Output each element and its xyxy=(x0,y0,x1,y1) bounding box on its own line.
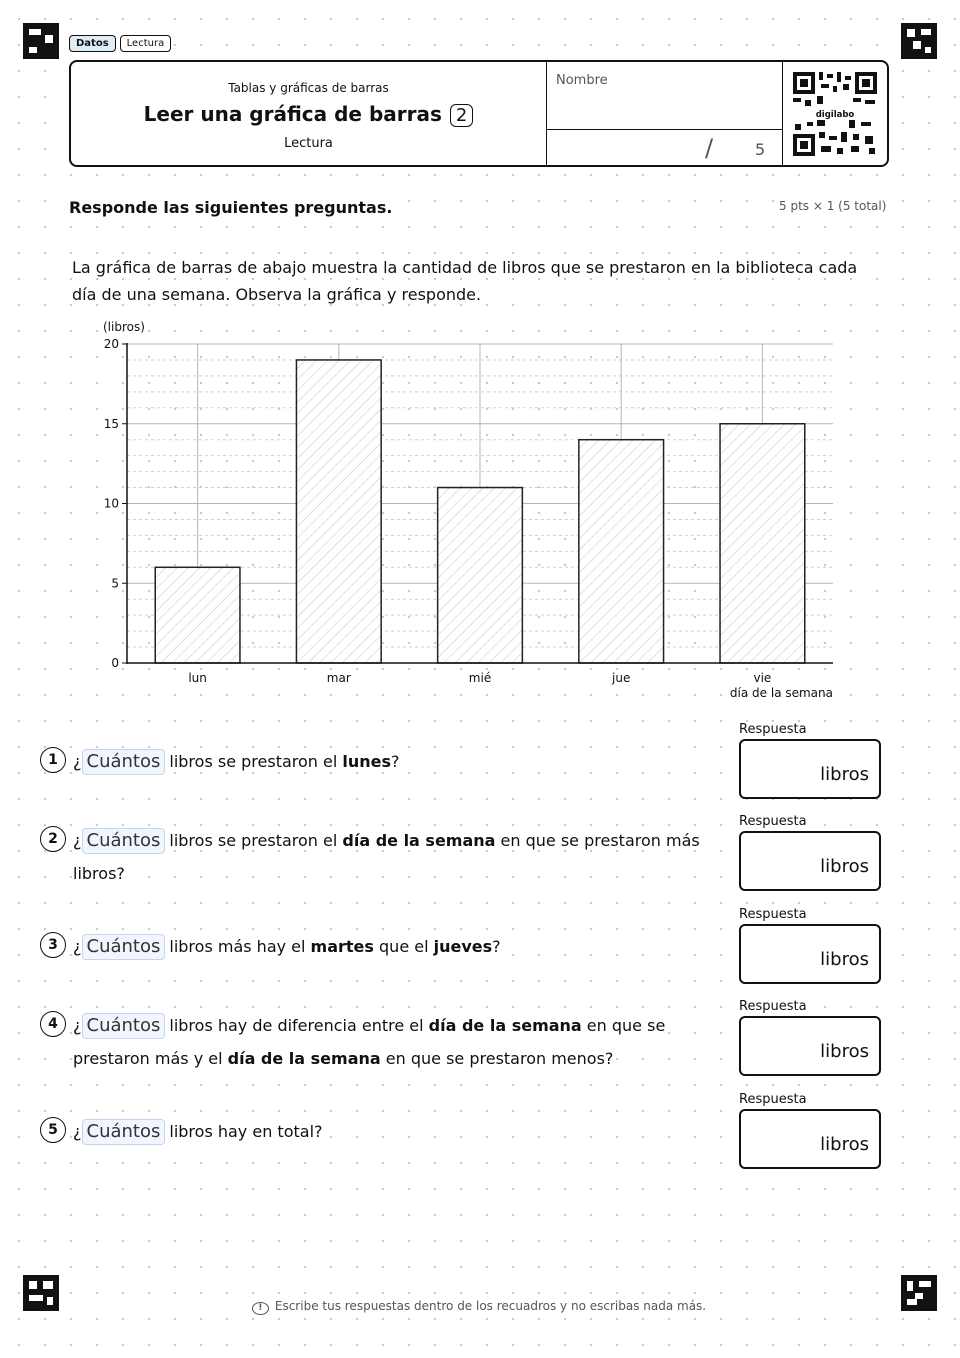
name-label: Nombre xyxy=(556,73,608,88)
answer-label-4: Respuesta xyxy=(739,999,807,1014)
page-title xyxy=(71,102,546,127)
page-title-text: Leer una gráfica de barras xyxy=(143,102,442,126)
bold-term: jueves xyxy=(433,937,493,956)
question-text-4 xyxy=(73,1009,720,1075)
question-number-2: 2 xyxy=(40,826,66,852)
bold-term: lunes xyxy=(342,752,392,771)
x-tick-label: mié xyxy=(468,671,492,685)
answer-unit-5: libros xyxy=(820,1134,869,1155)
question-number-1: 1 xyxy=(40,747,66,773)
question-number-5: 5 xyxy=(40,1117,66,1143)
x-tick-label: jue xyxy=(612,671,631,685)
question-text-part: en que se prestaron menos? xyxy=(380,1049,614,1068)
question-2 xyxy=(40,824,720,890)
question-text-part: ¿ xyxy=(73,1122,82,1141)
bar-chart xyxy=(90,315,850,710)
question-text-part: libros se prestaron el xyxy=(169,831,343,850)
question-1 xyxy=(40,745,720,778)
answer-unit-3: libros xyxy=(820,949,869,970)
answer-box-4[interactable] xyxy=(739,1016,881,1076)
question-text-part: que el xyxy=(373,937,434,956)
question-number-3: 3 xyxy=(40,932,66,958)
footer-note xyxy=(0,1299,960,1315)
y-tick-label: 20 xyxy=(103,337,119,351)
question-text-part: en que se prestaron más y el xyxy=(73,1016,666,1068)
answer-label-5: Respuesta xyxy=(739,1092,807,1107)
question-text-part: ? xyxy=(391,752,400,771)
keyword-highlight: Cuántos xyxy=(82,1013,166,1039)
y-tick-label: 15 xyxy=(103,416,119,431)
worksheet-number: 2 xyxy=(450,104,473,127)
question-text-part: ¿ xyxy=(73,937,82,956)
bar-lun xyxy=(155,567,240,663)
bold-term: día de la semana xyxy=(342,831,496,850)
keyword-highlight: Cuántos xyxy=(82,934,166,960)
question-text-3 xyxy=(73,930,720,963)
points-info: 5 pts × 1 (5 total) xyxy=(779,199,887,213)
keyword-highlight: Cuántos xyxy=(82,1119,166,1145)
answer-label-1: Respuesta xyxy=(739,722,807,737)
header-caption: Lectura xyxy=(284,136,333,151)
name-score-area xyxy=(546,62,783,165)
question-text-part: libros hay en total? xyxy=(169,1122,323,1141)
bar xyxy=(155,567,240,663)
bar xyxy=(296,360,381,663)
x-tick-label: mar xyxy=(326,671,351,685)
bar-jue xyxy=(579,440,664,663)
tag-list xyxy=(69,35,171,52)
bold-term: martes xyxy=(310,937,374,956)
question-text-part: libros más hay el xyxy=(169,937,311,956)
instruction-text: Responde las siguientes preguntas. xyxy=(69,198,393,217)
answer-box-3[interactable] xyxy=(739,924,881,984)
question-text-part: ? xyxy=(492,937,501,956)
y-tick-label: 5 xyxy=(111,576,119,591)
intro-paragraph xyxy=(72,254,872,308)
answer-box-2[interactable] xyxy=(739,831,881,891)
answer-label-3: Respuesta xyxy=(739,907,807,922)
question-text-part: ¿ xyxy=(73,752,82,771)
tag-lectura: Lectura xyxy=(120,35,172,52)
bold-term: día de la semana xyxy=(428,1016,582,1035)
intro-text: La gráfica de barras de abajo muestra la cantidad de libros que se prestaron en la biblioteca cada día de una semana. Observa la gráfica y responde. xyxy=(72,258,858,304)
tag-datos: Datos xyxy=(69,35,116,52)
question-3 xyxy=(40,930,720,963)
question-text-part: ¿ xyxy=(73,831,82,850)
worksheet-header xyxy=(69,60,889,167)
answer-unit-1: libros xyxy=(820,764,869,785)
question-text-part: en que se prestaron más libros? xyxy=(73,831,700,883)
answer-box-5[interactable] xyxy=(739,1109,881,1169)
question-number-4: 4 xyxy=(40,1011,66,1037)
bar xyxy=(438,488,523,663)
subject-label: Tablas y gráficas de barras xyxy=(228,81,389,95)
y-tick-label: 0 xyxy=(111,656,119,670)
question-4 xyxy=(40,1009,720,1075)
question-text-1 xyxy=(73,745,720,778)
warning-icon: ! xyxy=(252,1302,269,1315)
score-total: 5 xyxy=(755,140,766,159)
qr-code-icon xyxy=(793,72,877,156)
qr-brand-text: digilabo xyxy=(815,110,855,120)
answer-unit-2: libros xyxy=(820,856,869,877)
bar-vie xyxy=(720,424,805,663)
y-axis-title: (libros) xyxy=(103,320,145,334)
corner-marker-top-left xyxy=(23,23,59,59)
x-tick-label: vie xyxy=(753,671,772,685)
question-text-part: libros hay de diferencia entre el xyxy=(169,1016,429,1035)
header-title-area xyxy=(71,62,546,165)
bar-mié xyxy=(438,488,523,663)
score-field xyxy=(547,129,782,166)
y-tick-label: 10 xyxy=(103,496,119,511)
question-text-2 xyxy=(73,824,720,890)
footer-text: Escribe tus respuestas dentro de los recuadros y no escribas nada más. xyxy=(274,1299,707,1313)
bar xyxy=(579,440,664,663)
keyword-highlight: Cuántos xyxy=(82,828,166,854)
question-text-part: libros se prestaron el xyxy=(169,752,343,771)
question-text-part: ¿ xyxy=(73,1016,82,1035)
x-axis-title: día de la semana xyxy=(729,686,833,700)
question-5 xyxy=(40,1115,720,1148)
score-slash: / xyxy=(705,134,714,162)
bar xyxy=(720,424,805,663)
answer-unit-4: libros xyxy=(820,1041,869,1062)
answer-label-2: Respuesta xyxy=(739,814,807,829)
question-text-5 xyxy=(73,1115,720,1148)
answer-box-1[interactable] xyxy=(739,739,881,799)
bar-mar xyxy=(296,360,381,663)
keyword-highlight: Cuántos xyxy=(82,749,166,775)
bold-term: día de la semana xyxy=(227,1049,381,1068)
corner-marker-top-right xyxy=(901,23,937,59)
x-tick-label: lun xyxy=(188,671,207,685)
